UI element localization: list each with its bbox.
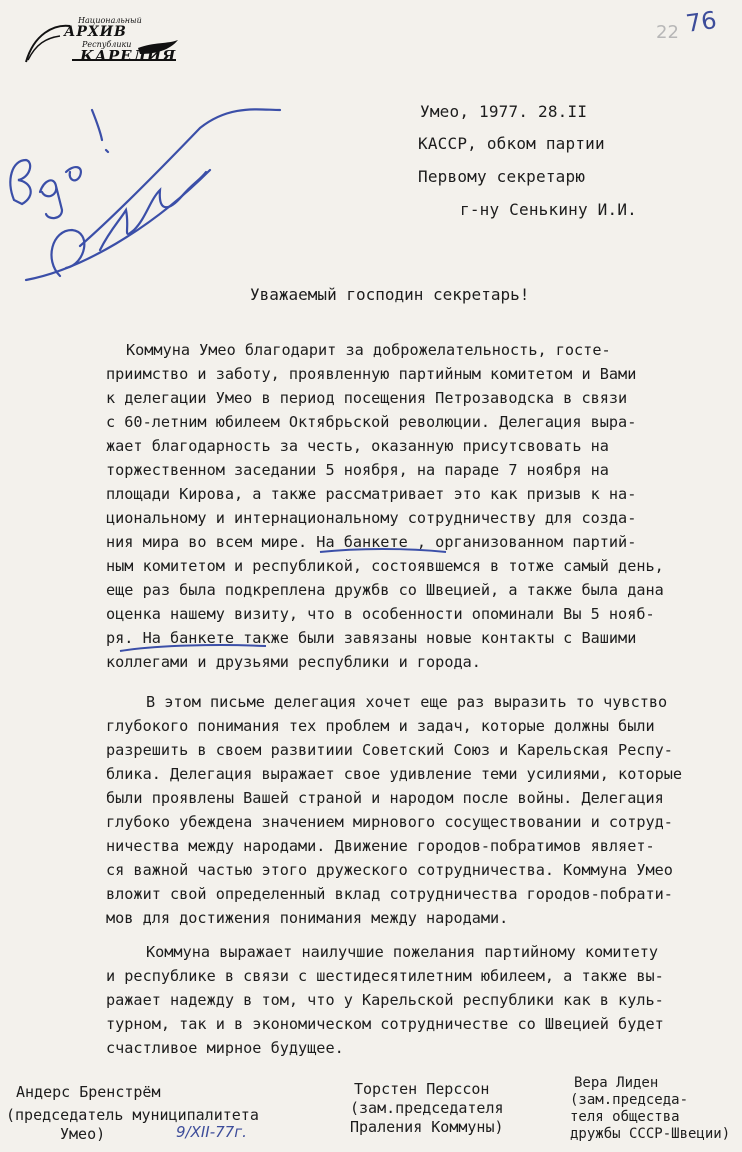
paragraph-line: мов для достижения понимания между народами. — [106, 909, 509, 927]
handwritten-date: 9/XII-77г. — [176, 1123, 247, 1141]
paragraph-line: разрешить в своем развитиии Советский Союз и Карельская Респу- — [106, 741, 673, 759]
paragraph-line: счастливое мирное будущее. — [106, 1039, 344, 1057]
paragraph-line: были проявлены Вашей страной и народом после войны. Делегация — [106, 789, 664, 807]
paragraph-line: и республике в связи с шестидесятилетним юбилеем, а также вы- — [106, 967, 664, 985]
signature-block-3 — [570, 1075, 730, 1143]
logo-line-2: АРХИВ — [64, 24, 127, 40]
addressee-organization: КАССР, обком партии — [418, 134, 605, 153]
paragraph-3 — [106, 940, 664, 1060]
addressee-title: Первому секретарю — [418, 167, 586, 186]
paragraph-line: коллегами и друзьями республики и города. — [106, 653, 481, 671]
paragraph-line: ся важной частью этого дружеского сотрудничества. Коммуна Умео — [106, 861, 673, 879]
paragraph-line: ным комитетом и республикой, состоявшемся в тотже самый день, — [106, 557, 664, 575]
paragraph-line: с 60-летним юбилеем Октябрьской революции. Делегация выра- — [106, 413, 637, 431]
signer-name: Андерс Бренстрём — [16, 1083, 161, 1101]
paragraph-line: торжественном заседании 5 ноября, на параде 7 ноября на — [106, 461, 609, 479]
paragraph-line: ничества между народами. Движение городов-побратимов являет- — [106, 837, 655, 855]
signer-role: (зам.председателя — [350, 1099, 504, 1117]
signer-role: (председатель муниципалитета — [6, 1106, 259, 1124]
handwritten-resolution-icon — [0, 80, 300, 310]
paragraph-line: ния мира во всем мире. На банкете , организованном партий- — [106, 533, 637, 551]
paragraph-2 — [106, 690, 682, 930]
paragraph-line: глубокого понимания тех проблем и задач, которые должны были — [106, 717, 655, 735]
archive-page-number: 76 — [684, 6, 719, 38]
archive-logo — [20, 14, 180, 70]
paragraph-line: циональному и интернациональному сотрудничеству для созда- — [106, 509, 637, 527]
paragraph-line: Коммуна Умео благодарит за доброжелательность, госте- — [126, 341, 611, 359]
archive-page-number-faint: 22 — [656, 22, 679, 43]
logo-line-3: Республики — [82, 40, 132, 49]
paragraph-line: блика. Делегация выражает свое удивление теми усилиями, которые — [106, 765, 683, 783]
letter-place-date: Умео, 1977. 28.II — [420, 102, 588, 121]
signature-block-2 — [350, 1080, 504, 1137]
logo-line-4: КАРЕЛИЯ — [80, 47, 177, 65]
logo-line-1: Национальный — [78, 16, 142, 25]
signer-role: теля общества — [570, 1109, 680, 1125]
signer-name: Вера Лиден — [574, 1075, 659, 1091]
paragraph-line: приимство и заботу, проявленную партийным комитетом и Вами — [106, 365, 637, 383]
signer-name: Торстен Перссон — [354, 1080, 490, 1098]
addressee-name: г-ну Сенькину И.И. — [460, 200, 637, 219]
paragraph-line: площади Кирова, а также рассматривает это как призыв к на- — [106, 485, 637, 503]
paragraph-line: турном, так и в экономическом сотрудничестве со Швецией будет — [106, 1015, 664, 1033]
signer-role: (зам.председа- — [570, 1092, 689, 1108]
paragraph-line: ражает надежду в том, что у Карельской республики как в куль- — [106, 991, 664, 1009]
paragraph-line: В этом письме делегация хочет еще раз выразить то чувство — [146, 693, 668, 711]
paragraph-line: вложит свой определенный вклад сотрудничества городов-побрати- — [106, 885, 673, 903]
paragraph-line: жает благодарность за честь, оказанную присутсвовать на — [106, 437, 609, 455]
paragraph-1 — [106, 338, 664, 674]
paragraph-line: еще раз была подкреплена дружбв со Швецией, а также была дана — [106, 581, 664, 599]
signer-role: Умео) — [60, 1125, 106, 1143]
paragraph-line: глубоко убеждена значением мирнового сосуществовании и сотруд- — [106, 813, 673, 831]
paragraph-line: оценка нашему визиту, что в особенности опоминали Вы 5 нояб- — [106, 605, 655, 623]
handwritten-underline-icon — [318, 546, 448, 556]
paragraph-line: Коммуна выражает наилучшие пожелания партийному комитету — [146, 943, 659, 961]
paragraph-line: ря. На банкете также были завязаны новые контакты с Вашими — [106, 629, 637, 647]
signer-role: дружбы СССР-Швеции) — [570, 1126, 731, 1142]
handwritten-underline-icon — [118, 642, 268, 654]
paragraph-line: к делегации Умео в период посещения Петрозаводска в связи — [106, 389, 628, 407]
salutation: Уважаемый господин секретарь! — [250, 285, 530, 304]
signer-role: Праления Коммуны) — [350, 1118, 504, 1136]
